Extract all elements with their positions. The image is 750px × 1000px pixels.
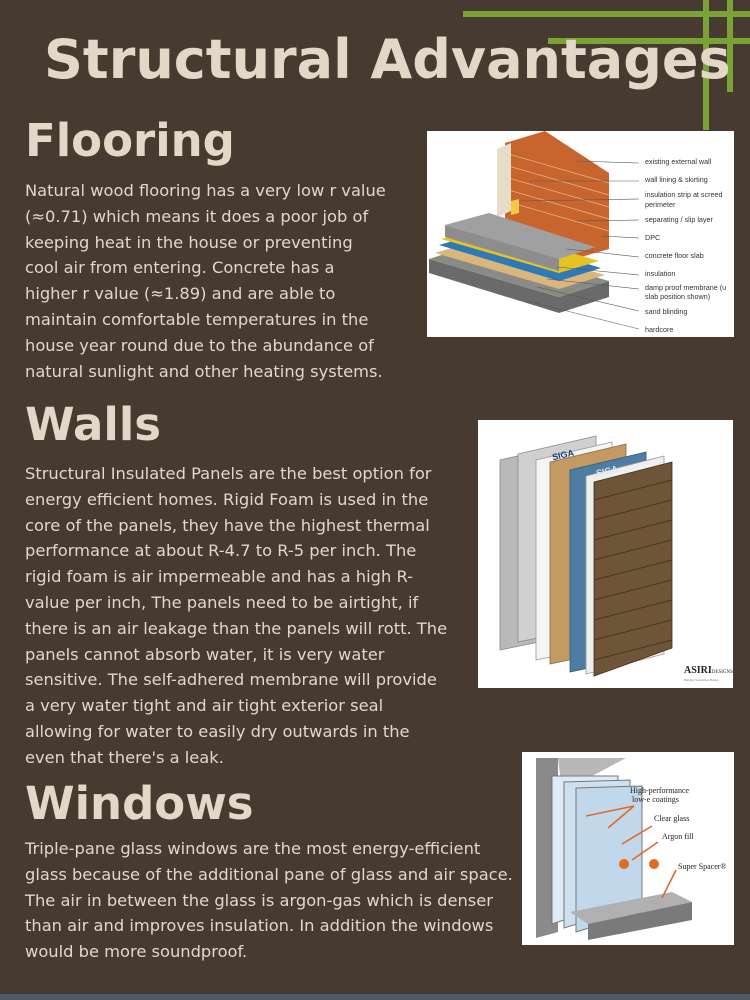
floor-label: slab position shown): [645, 291, 711, 301]
window-label: low-e coatings: [632, 795, 679, 804]
walls-heading: Walls: [25, 398, 162, 451]
flooring-line: Natural wood flooring has a very low r value: [25, 181, 386, 200]
window-label: Super Spacer®: [678, 862, 727, 871]
walls-line: core of the panels, they have the highest thermal: [25, 515, 430, 535]
sip-panel-layers-image: [478, 420, 733, 688]
walls-line: allowing for water to easily dry outwards in the: [25, 721, 410, 741]
windows-paragraph: [25, 836, 525, 965]
floor-construction-diagram: [427, 131, 734, 337]
floor-diagram-labels: [645, 157, 726, 334]
windows-line: than air and improves insulation. In addition the windows: [25, 916, 494, 936]
windows-line: Triple-pane glass windows are the most energy-efficient: [25, 839, 481, 858]
siga-label-b: SIGA: [595, 463, 619, 479]
floor-label: DPC: [645, 233, 661, 243]
windows-heading: Windows: [25, 777, 254, 830]
walls-line: value per inch, The panels need to be airtight, if: [25, 592, 419, 612]
floor-label: sand blinding: [645, 307, 688, 317]
walls-line: a very water tight and air tight exterior seal: [25, 696, 384, 716]
window-diagram-labels: [522, 752, 734, 945]
siga-label-a: SIGA: [551, 447, 575, 463]
asiri-logo-sub: DESIGNS: [711, 670, 733, 675]
bottom-edge-strip: [0, 994, 750, 1000]
walls-line: Structural Insulated Panels are the best option for: [25, 464, 432, 483]
floor-label: concrete floor slab: [645, 251, 704, 261]
windows-line: The air in between the glass is argon-gas which is denser: [25, 890, 493, 910]
walls-line: energy efficient homes. Rigid Foam is used in the: [25, 489, 429, 509]
walls-line: sensitive. The self-adhered membrane will provide: [25, 670, 437, 690]
flooring-line: house year round due to the abundance of: [25, 335, 374, 355]
floor-label: damp proof membrane (u: [645, 282, 727, 292]
walls-line: rigid foam is air impermeable and has a high R-: [25, 567, 413, 587]
window-label: High-performance: [630, 786, 690, 795]
flooring-line: higher r value (≈1.89) and are able to: [25, 284, 336, 304]
wall-panels-illustration: [478, 420, 733, 688]
windows-line: would be more soundproof.: [25, 942, 248, 962]
floor-label: wall lining & skirting: [645, 175, 708, 185]
flooring-paragraph: [25, 178, 425, 384]
floor-label: hardcore: [645, 325, 674, 335]
walls-line: panels cannot absorb water, it is very water: [25, 644, 385, 664]
asiri-logo: [684, 660, 733, 682]
floor-label: existing external wall: [645, 157, 712, 166]
flooring-line: natural sunlight and other heating systems.: [25, 361, 383, 381]
walls-line: performance at about R-4.7 to R-5 per inch. The: [25, 541, 417, 561]
window-label: Clear glass: [654, 814, 690, 823]
windows-line: glass because of the additional pane of glass and air space.: [25, 864, 513, 884]
floor-label: perimeter: [645, 199, 676, 209]
walls-line: even that there's a leak.: [25, 747, 224, 767]
flooring-line: cool air from entering. Concrete has a: [25, 258, 335, 278]
triple-pane-window-diagram: [522, 752, 734, 945]
floor-label: insulation: [645, 269, 676, 279]
walls-paragraph: [25, 461, 465, 771]
flooring-line: (≈0.71) which means it does a poor job of: [25, 206, 369, 226]
asiri-logo-tagline: Building Sustainable Homes: [684, 678, 719, 682]
floor-label: separating / slip layer: [645, 214, 713, 224]
asiri-logo-main: ASIRI: [684, 665, 712, 676]
floor-label: insulation strip at screed: [645, 190, 723, 200]
flooring-line: keeping heat in the house or preventing: [25, 232, 353, 252]
page-title: Structural Advantages: [44, 28, 731, 91]
flooring-heading: Flooring: [25, 114, 235, 167]
flooring-line: maintain comfortable temperatures in the: [25, 309, 369, 329]
window-label: Argon fill: [662, 832, 694, 841]
walls-line: there is an air leakage than the panels will rott. The: [25, 618, 448, 638]
